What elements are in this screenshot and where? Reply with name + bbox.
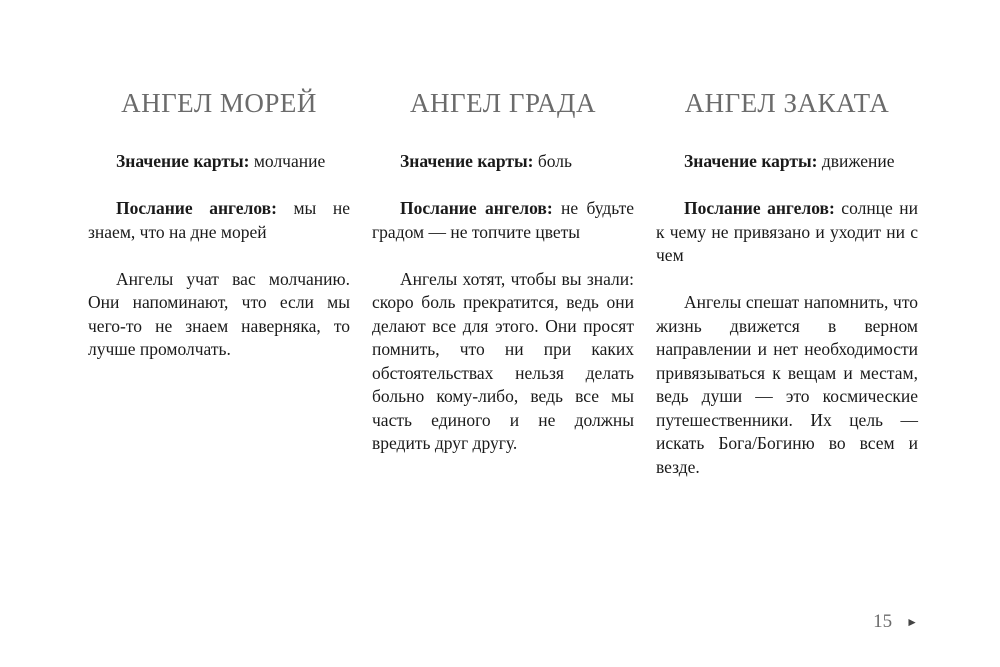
column-angel-of-sunset xyxy=(656,88,918,479)
next-page-arrow-icon[interactable]: ► xyxy=(906,614,918,629)
angel-message xyxy=(372,197,634,244)
angel-message xyxy=(88,197,350,244)
card-meaning xyxy=(656,150,918,174)
card-meaning xyxy=(372,150,634,174)
meaning-label: Значение карты: xyxy=(116,151,250,171)
message-label: Послание ангелов: xyxy=(684,198,835,218)
angel-message xyxy=(656,197,918,268)
message-label: Послание ангелов: xyxy=(400,198,553,218)
card-title: АНГЕЛ МОРЕЙ xyxy=(121,88,317,118)
card-title: АНГЕЛ ЗАКАТА xyxy=(684,88,890,118)
column-angel-of-seas xyxy=(88,88,350,362)
message-label: Послание ангелов: xyxy=(116,198,277,218)
meaning-label: Значение карты: xyxy=(684,151,818,171)
page-number: 15 xyxy=(873,611,893,632)
meaning-value: молчание xyxy=(253,151,326,171)
meaning-value: движение xyxy=(821,151,895,171)
column-angel-of-hail xyxy=(372,88,634,456)
meaning-label: Значение карты: xyxy=(400,151,534,171)
card-title: АНГЕЛ ГРАДА xyxy=(410,88,596,118)
card-body-text: Ангелы спешат напомнить, что жизнь движется в верном направлении и нет необходимости привязываться к вещам и местам, ведь души — это космические путешественники. Их цель — искать Бога/Богиню во всем и везде. xyxy=(656,292,918,477)
card-body-text: Ангелы учат вас молчанию. Они напоминают, что если мы чего-то не знаем наверняка, то лучше промолчать. xyxy=(88,268,350,359)
card-body-text: Ангелы хотят, чтобы вы знали: скоро боль прекратится, ведь они делают все для этого. Они просят помнить, что ни при каких обстоятельствах нельзя делать больно кому-либо, ведь все мы часть единого и не должны вредить друг другу. xyxy=(372,268,634,453)
page-footer xyxy=(873,611,918,633)
message-value: мы не знаем, что на дне морей xyxy=(88,198,351,242)
card-meaning xyxy=(88,150,350,174)
message-value: не будьте градом — не топчите цветы xyxy=(372,198,634,242)
message-value: солнце ни к чему не привязано и уходит ни с чем xyxy=(656,198,919,265)
meaning-value: боль xyxy=(537,151,572,171)
